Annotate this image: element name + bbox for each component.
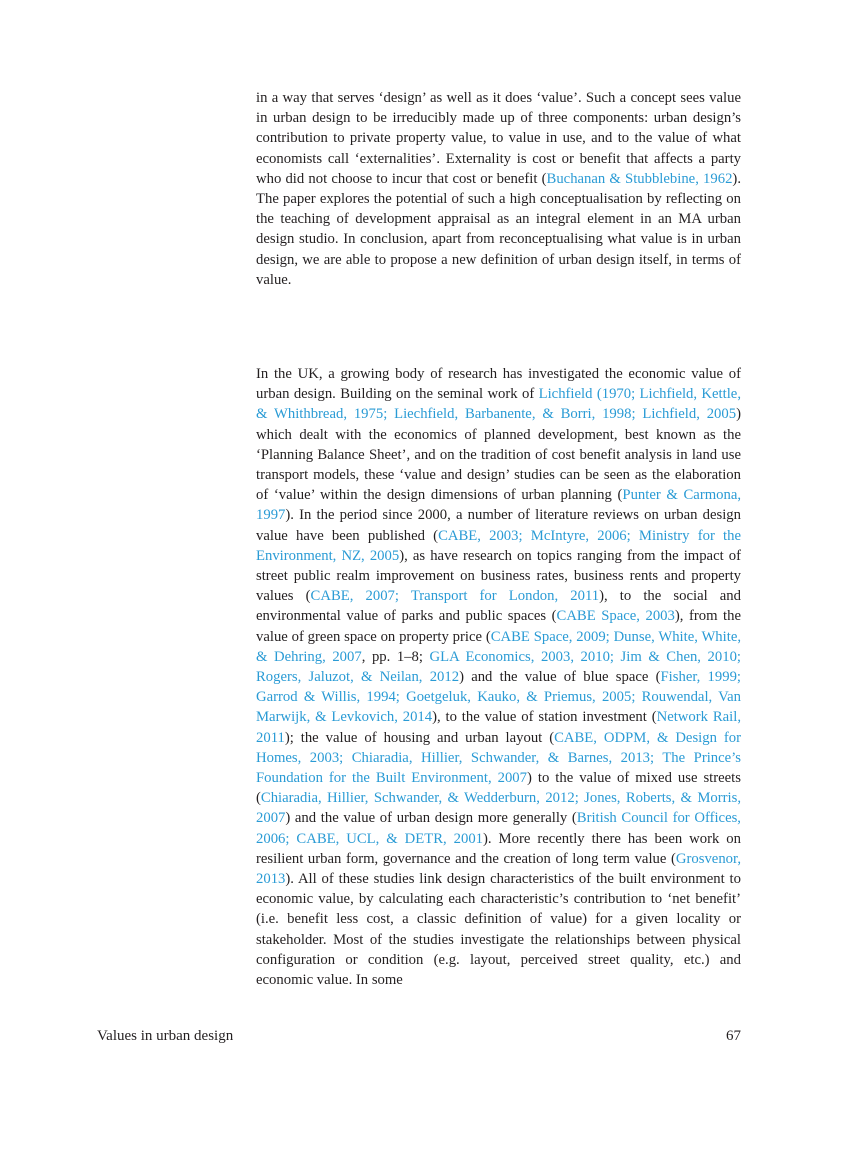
section-paragraph-block	[256, 364, 741, 990]
citation-link[interactable]: Network Rail, 2011	[256, 709, 741, 746]
citation-link[interactable]: Fisher, 1999; Garrod & Willis, 1994; Goetgeluk, Kauko, & Priemus, 2005; Rouwendal, Van Marwijk, & Levkovich, 2014	[256, 669, 741, 726]
section-paragraph: In the UK, a growing body of research has investigated the economic value of urban design. Building on the seminal work of Lichfield (1970; Lichfield, Kettle, & Whithbread, 1975; Liechfield, Barbanente, & Borri, 1998; Lichfield, 2005) which dealt with the economics of planned development, best known as the ‘Planning Balance Sheet’, and on the tradition of cost benefit analysis in land use transport models, these ‘value and design’ studies can be seen as the elaboration of ‘value’ within the design dimensions of urban planning (Punter & Carmona, 1997). In the period since 2000, a number of literature reviews on urban design value have been published (CABE, 2003; McIntyre, 2006; Ministry for the Environment, NZ, 2005), as have research on topics ranging from the impact of street public realm improvement on business rates, business rents and property values (CABE, 2007; Transport for London, 2011), to the social and environmental value of parks and public spaces (CABE Space, 2003), from the value of green space on property price (CABE Space, 2009; Dunse, White, White, & Dehring, 2007, pp. 1–8; GLA Economics, 2003, 2010; Jim & Chen, 2010; Rogers, Jaluzot, & Neilan, 2012) and the value of blue space (Fisher, 1999; Garrod & Willis, 1994; Goetgeluk, Kauko, & Priemus, 2005; Rouwendal, Van Marwijk, & Levkovich, 2014), to the value of station investment (Network Rail, 2011); the value of housing and urban layout (CABE, ODPM, & Design for Homes, 2003; Chiaradia, Hillier, Schwander, & Barnes, 2013; The Prince’s Foundation for the Built Environment, 2007) to the value of mixed use streets (Chiaradia, Hillier, Schwander, & Wedderburn, 2012; Jones, Roberts, & Morris, 2007) and the value of urban design more generally (British Council for Offices, 2006; CABE, UCL, & DETR, 2001). More recently there has been work on resilient urban form, governance and the creation of long term value (Grosvenor, 2013). All of these studies link design characteristics of the built environment to economic value, by calculating each characteristic’s contribution to ‘net benefit’ (i.e. benefit less cost, a classic definition of value) for a given locality or stakeholder. Most of the studies investigate the relationships between physical configuration or condition (e.g. layout, perceived street quality, etc.) and economic value. In some	[256, 366, 742, 989]
intro-paragraph-block	[256, 88, 741, 290]
citation-link[interactable]: CABE Space, 2003	[556, 608, 675, 625]
citation-link[interactable]: British Council for Offices, 2006; CABE, UCL, & DETR, 2001	[256, 810, 741, 847]
citation-link[interactable]: Grosvenor, 2013	[256, 850, 741, 888]
intro-paragraph: in a way that serves ‘design’ as well as it does ‘value’. Such a concept sees value in urban design to be irreducibly made up of three components: urban design’s contribution to private property value, to value in use, and to the value of what economists call ‘externalities’. Externality is cost or benefit that affects a party who did not choose to incur that cost or benefit (Buchanan & Stubblebine, 1962). The paper explores the potential of such a high conceptualisation by reflecting on the teaching of development appraisal as an integral element in an MA urban design studio. In conclusion, apart from reconceptualising what value is in urban design, we are able to propose a new definition of urban design itself, in terms of value.	[256, 90, 741, 288]
citation-link[interactable]: Lichfield (1970; Lichfield, Kettle, & Whithbread, 1975; Liechfield, Barbanente, & Borri, 1998; Lichfield, 2005	[256, 386, 741, 423]
section-heading	[256, 313, 741, 337]
citation-link[interactable]: Punter & Carmona, 1997	[256, 487, 742, 524]
citation-link[interactable]: Buchanan & Stubblebine, 1962	[546, 170, 733, 187]
citation-link[interactable]: CABE, ODPM, & Design for Homes, 2003; Chiaradia, Hillier, Schwander, & Barnes, 2013; The Prince’s Foundation for the Built Environment, 2007	[256, 729, 741, 787]
running-title: Values in urban design	[97, 1028, 234, 1044]
citation-link[interactable]: CABE, 2007; Transport for London, 2011	[310, 588, 600, 605]
citation-link[interactable]: CABE, 2003; McIntyre, 2006; Ministry for the Environment, NZ, 2005	[256, 527, 741, 564]
citation-link[interactable]: Chiaradia, Hillier, Schwander, & Wedderburn, 2012; Jones, Roberts, & Morris, 2007	[256, 790, 741, 827]
page-number: 67	[726, 1028, 741, 1044]
citation-link[interactable]: CABE Space, 2009; Dunse, White, White, & Dehring, 2007	[256, 628, 742, 665]
citation-link[interactable]: GLA Economics, 2003, 2010; Jim & Chen, 2010; Rogers, Jaluzot, & Neilan, 2012	[256, 648, 741, 686]
